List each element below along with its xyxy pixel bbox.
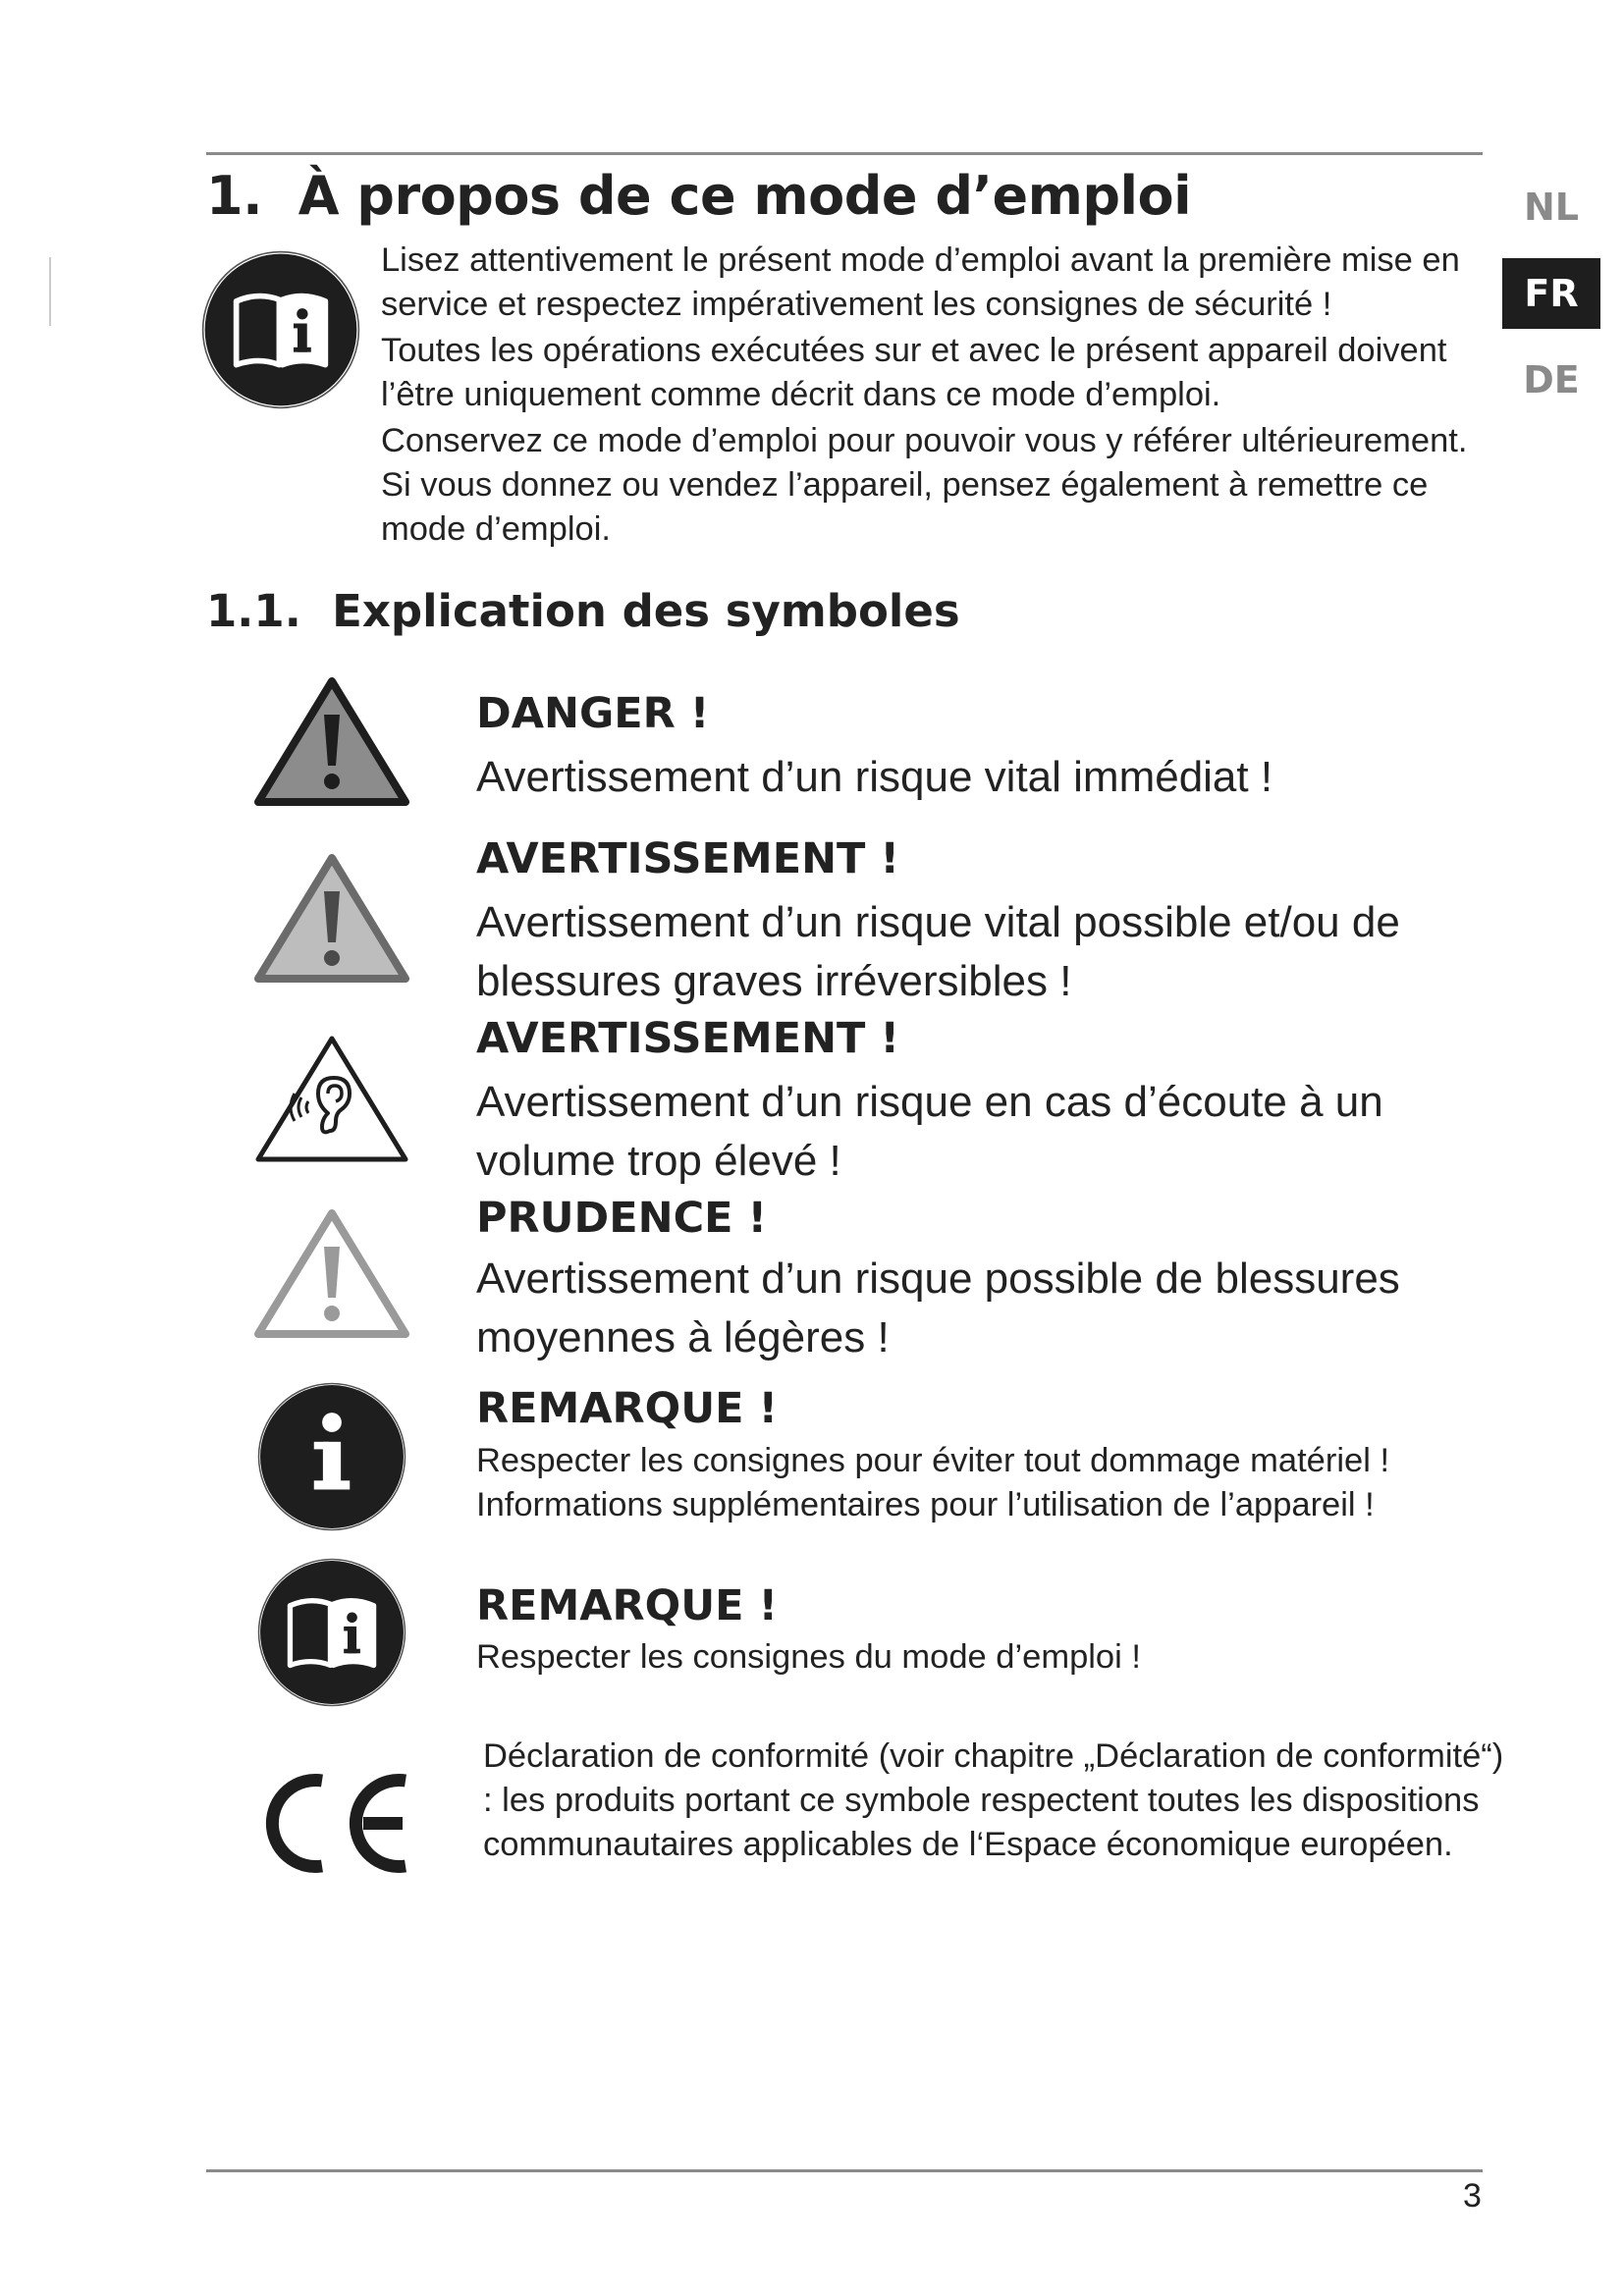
intro-paragraph: Lisez attentivement le présent mode d’emploi avant la première mise en service et respectez impérativement les consignes de sécurité ! [381,241,1460,323]
manual-info-icon [257,1558,406,1707]
symbol-title: AVERTISSEMENT ! [476,834,899,883]
page-number: 3 [1463,2177,1482,2215]
symbol-title: DANGER ! [476,689,710,738]
symbol-description: Respecter les consignes pour éviter tout dommage matériel ! Informations supplémentaires pour l’utilisation de l’appareil ! [476,1442,1390,1523]
language-tab-de[interactable]: DE [1523,358,1580,401]
language-tab-nl[interactable]: NL [1523,186,1580,229]
section-title-text: À propos de ce mode d’emploi [298,165,1192,227]
section-number: 1. [206,165,263,227]
margin-mark [49,257,51,326]
language-tab-fr[interactable]: FR [1502,258,1600,329]
manual-info-icon [201,250,360,409]
symbol-title: AVERTISSEMENT ! [476,1014,899,1063]
bottom-rule [206,2169,1483,2172]
intro-text [381,239,1495,554]
intro-paragraph: Conservez ce mode d’emploi pour pouvoir vous y référer ultérieurement. Si vous donnez ou vendez l’appareil, pensez également à remettre ce mode d’emploi. [381,422,1468,548]
symbol-title: REMARQUE ! [476,1384,779,1433]
symbol-title: REMARQUE ! [476,1581,779,1630]
symbol-description: Avertissement d’un risque possible de blessures moyennes à légères ! [476,1255,1400,1362]
info-icon [257,1382,406,1531]
symbol-description: Avertissement d’un risque vital immédiat ! [476,753,1273,801]
danger-triangle-icon [253,675,410,808]
caution-triangle-icon [253,1207,410,1340]
symbol-description: Respecter les consignes du mode d’emploi ! [476,1638,1141,1676]
symbol-description: Avertissement d’un risque vital possible et/ou de blessures graves irréversibles ! [476,898,1400,1005]
subsection-title-text: Explication des symboles [332,585,960,637]
top-rule [206,152,1483,155]
intro-paragraph: Toutes les opérations exécutées sur et avec le présent appareil doivent l’être uniquement comme décrit dans ce mode d’emploi. [381,332,1447,413]
ce-mark-icon [253,1767,415,1880]
hearing-warning-icon [253,1033,410,1165]
symbol-title: PRUDENCE ! [476,1194,768,1243]
warning-triangle-icon [253,852,410,985]
ce-description: Déclaration de conformité (voir chapitre „Déclaration de conformité“) : les produits portant ce symbole respectent toutes les dispositions communautaires applicables de l‘Espace économique européen. [483,1737,1504,1863]
subsection-number: 1.1. [206,585,301,637]
subsection-title [206,585,960,637]
section-title [206,165,1191,227]
symbol-description: Avertissement d’un risque en cas d’écoute à un volume trop élevé ! [476,1078,1383,1185]
